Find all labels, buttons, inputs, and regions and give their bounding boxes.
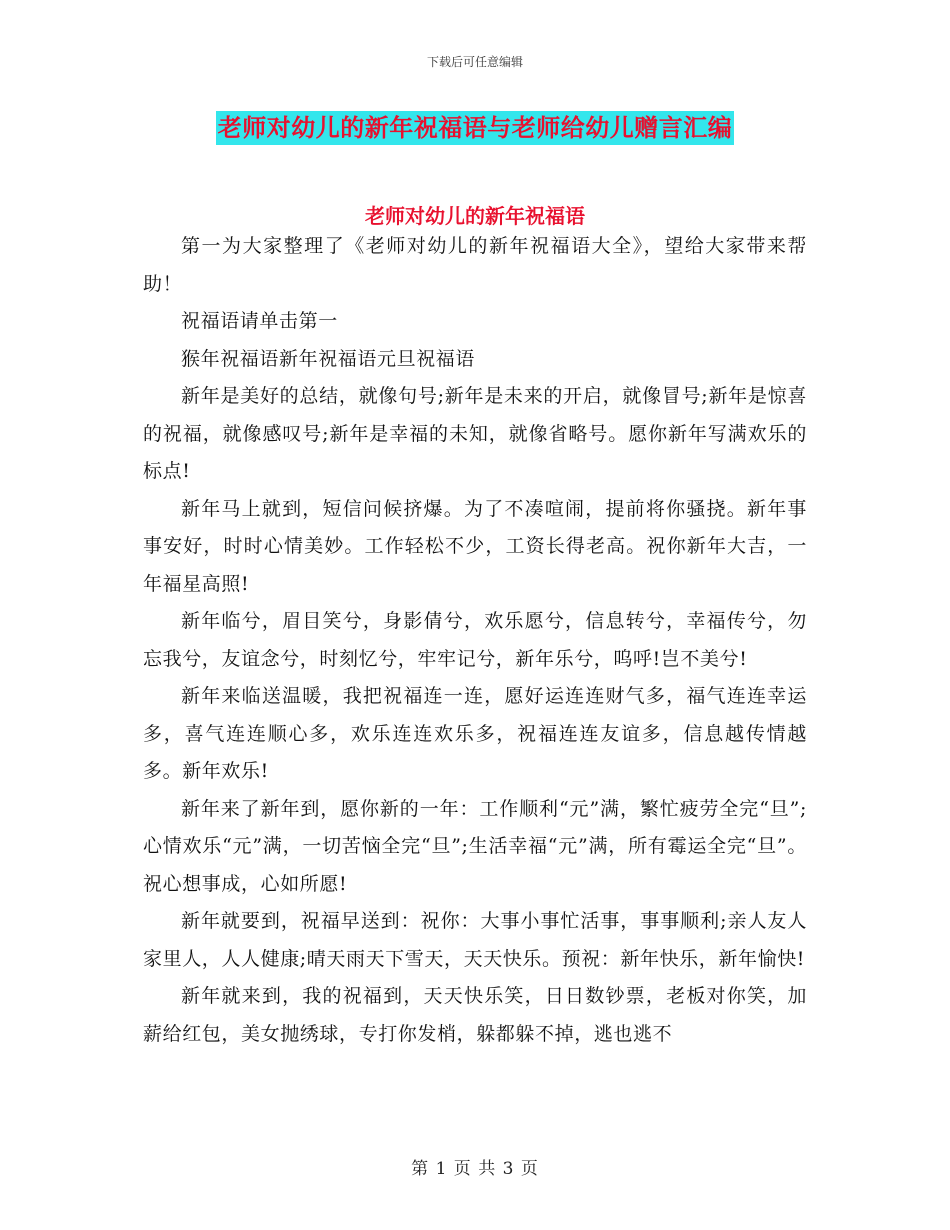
- page-header-note: 下载后可任意编辑: [426, 55, 523, 69]
- paragraph-blessing: 新年是美好的总结，就像句号;新年是未来的开启，就像冒号;新年是惊喜的祝福，就像感叹号;新年是幸福的未知，就像省略号。愿你新年写满欢乐的标点!: [143, 385, 807, 482]
- paragraph-blessing: 新年马上就到，短信问候挤爆。为了不凑喧闹，提前将你骚挠。新年事事安好，时时心情美妙。工作轻松不少，工资长得老高。祝你新年大吉，一年福星高照!: [143, 497, 807, 595]
- paragraph-blessing: 新年就要到，祝福早送到：祝你：大事小事忙活事，事事顺利;亲人友人家里人，人人健康;晴天雨天下雪天，天天快乐。预祝：新年快乐，新年愉快!: [143, 910, 807, 970]
- paragraph-blessing: 新年来临送温暖，我把祝福连一连，愿好运连连财气多，福气连连幸运多，喜气连连顺心多，欢乐连连欢乐多，祝福连连友谊多，信息越传情越多。新年欢乐!: [143, 685, 807, 782]
- paragraph-blessing: 新年就来到，我的祝福到，天天快乐笑，日日数钞票，老板对你笑，加薪给红包，美女抛绣球，专打你发梢，躲都躲不掉，逃也逃不: [143, 985, 807, 1045]
- paragraph-blessing: 新年来了新年到，愿你新的一年：工作顺利“元”满，繁忙疲劳全完“旦”;心情欢乐“元”满，一切苦恼全完“旦”;生活幸福“元”满，所有霉运全完“旦”。祝心想事成，心如所愿!: [143, 797, 807, 895]
- paragraph-blessing: 新年临兮，眉目笑兮，身影倩兮，欢乐愿兮，信息转兮，幸福传兮，勿忘我兮，友谊念兮，时刻忆兮，牢牢记兮，新年乐兮，呜呼!岂不美兮!: [143, 610, 807, 670]
- page-number-footer: 第 1 页 共 3 页: [411, 1159, 539, 1179]
- document-body: [143, 228, 807, 1053]
- section-title: 老师对幼儿的新年祝福语: [365, 204, 585, 228]
- paragraph-categories: 猴年祝福语新年祝福语元旦祝福语: [181, 347, 476, 370]
- paragraph-link-note: 祝福语请单击第一: [181, 310, 338, 332]
- main-title: 老师对幼儿的新年祝福语与老师给幼儿赠言汇编: [216, 111, 735, 145]
- paragraph-intro: 第一为大家整理了《老师对幼儿的新年祝福语大全》，望给大家带来帮助！: [143, 235, 807, 295]
- main-title-container: [0, 111, 950, 145]
